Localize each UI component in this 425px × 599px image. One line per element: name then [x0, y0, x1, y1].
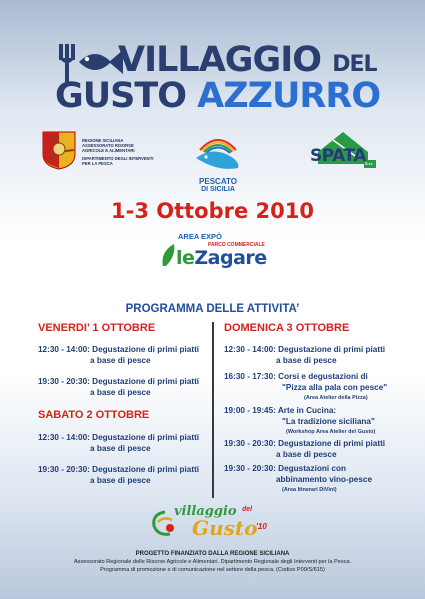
venue-name-le: le [176, 247, 195, 269]
day-heading-saturday: SABATO 2 OTTOBRE [38, 409, 150, 421]
spata-sub: S.r.l. [365, 161, 374, 166]
event-note: (Workshop Area Atelier del Gusto) [286, 429, 376, 435]
event-item [38, 432, 208, 454]
event-subtitle: abbinamento vino-pesce [276, 475, 372, 484]
event-time: 19:30 - 20:30: [38, 377, 90, 386]
footer [0, 550, 425, 574]
venue-name-zagare: Zagare [194, 247, 267, 269]
region-text-block [82, 138, 172, 166]
spata-logo [308, 130, 378, 172]
event-subtitle: a base di pesce [90, 388, 151, 397]
event-time: 12:30 - 14:00: [38, 433, 90, 442]
day-heading-friday: VENERDI’ 1 OTTOBRE [38, 322, 156, 334]
event-time: 19:30 - 20:30: [224, 464, 276, 473]
region-text-line: AGRICOLE E ALIMENTARI [82, 148, 135, 153]
event-title: Arte in Cucina: [277, 406, 337, 415]
event-subtitle: a base di pesce [90, 444, 151, 453]
logo-word-del: del [242, 506, 253, 513]
event-title: Degustazione di primi piatti [92, 345, 200, 354]
logo-year: '10 [256, 522, 267, 531]
event-subtitle: "La tradizione siciliana" [282, 417, 375, 426]
event-item [224, 371, 404, 404]
column-divider [212, 322, 214, 498]
event-date: 1-3 Ottobre 2010 [111, 199, 314, 223]
venue-area-label: AREA EXPÒ [178, 232, 222, 241]
event-note: (Area Itinerari DiVini) [282, 487, 337, 493]
event-item [224, 344, 404, 366]
title-line-1 [118, 40, 377, 80]
day-heading-sunday: DOMENICA 3 OTTOBRE [224, 322, 350, 334]
event-subtitle: a base di pesce [276, 356, 337, 365]
title-line-2 [55, 76, 380, 116]
venue-name [176, 247, 267, 269]
event-item [224, 463, 404, 496]
event-item [224, 405, 404, 438]
event-item [38, 376, 208, 398]
venue-parco-label: PARCO COMMERCIALE [208, 242, 265, 248]
footer-line-3: Programma di promozione e di comunicazione nel settore della pesca. (Codice P09/S/615) [100, 567, 325, 573]
title-word-del: DEL [332, 52, 377, 77]
spata-text: SPATA [310, 146, 366, 166]
title-word-villaggio: VILLAGGIO [118, 40, 322, 80]
event-title: Degustazioni con [278, 464, 346, 473]
footer-line-2: Assessorato Regionale delle Risorse Agricole e Alimentari. Dipartimento Regionale degli Interventi per la Pesca. [73, 559, 352, 565]
event-subtitle: "Pizza alla pala con pesce" [282, 383, 388, 392]
event-item [38, 464, 208, 486]
event-title: Degustazione di primi piatti [92, 465, 200, 474]
title-word-gusto: GUSTO [55, 76, 186, 116]
event-subtitle: a base di pesce [276, 450, 337, 459]
pescato-line2: DI SICILIA [201, 186, 235, 193]
region-text-line: DIPARTIMENTO DEGLI INTERVENTI [82, 156, 154, 161]
logo-word-gusto: Gusto [192, 516, 258, 540]
region-text-line: ASSESSORATO RISORSE [82, 143, 134, 148]
event-time: 19:00 - 19:45: [224, 406, 276, 415]
event-subtitle: a base di pesce [90, 476, 151, 485]
pescato-line1: PESCATO [199, 177, 237, 186]
footer-line-1: PROGETTO FINANZIATO DALLA REGIONE SICILIANA [135, 551, 290, 557]
program-title: PROGRAMMA DELLE ATTIVITA’ [125, 303, 300, 315]
event-title: Degustazione di primi piatti [278, 439, 386, 448]
pescato-di-sicilia-logo [188, 128, 248, 193]
event-title: Degustazione di primi piatti [92, 433, 200, 442]
event-title: Degustazione di primi piatti [92, 377, 200, 386]
event-item [38, 344, 208, 366]
event-item [224, 438, 404, 460]
villaggio-del-gusto-logo [150, 500, 280, 542]
region-text-line: PER LA PESCA [82, 161, 113, 166]
event-time: 12:30 - 14:00: [224, 345, 276, 354]
event-time: 19:30 - 20:30: [224, 439, 276, 448]
event-note: (Area Atelier della Pizza) [304, 395, 368, 401]
title-word-azzurro: AZZURRO [197, 76, 381, 116]
event-subtitle: a base di pesce [90, 356, 151, 365]
region-sicily-emblem [40, 130, 78, 170]
venue-logo [160, 232, 280, 272]
event-time: 19:30 - 20:30: [38, 465, 90, 474]
event-time: 16:30 - 17:30: [224, 372, 276, 381]
event-title: Corsi e degustazioni di [278, 372, 368, 381]
event-time: 12:30 - 14:00: [38, 345, 90, 354]
event-title: Degustazione di primi piatti [278, 345, 386, 354]
logo-word-villaggio: villaggio [174, 504, 237, 519]
region-text-line: REGIONE SICILIANA [82, 138, 124, 143]
